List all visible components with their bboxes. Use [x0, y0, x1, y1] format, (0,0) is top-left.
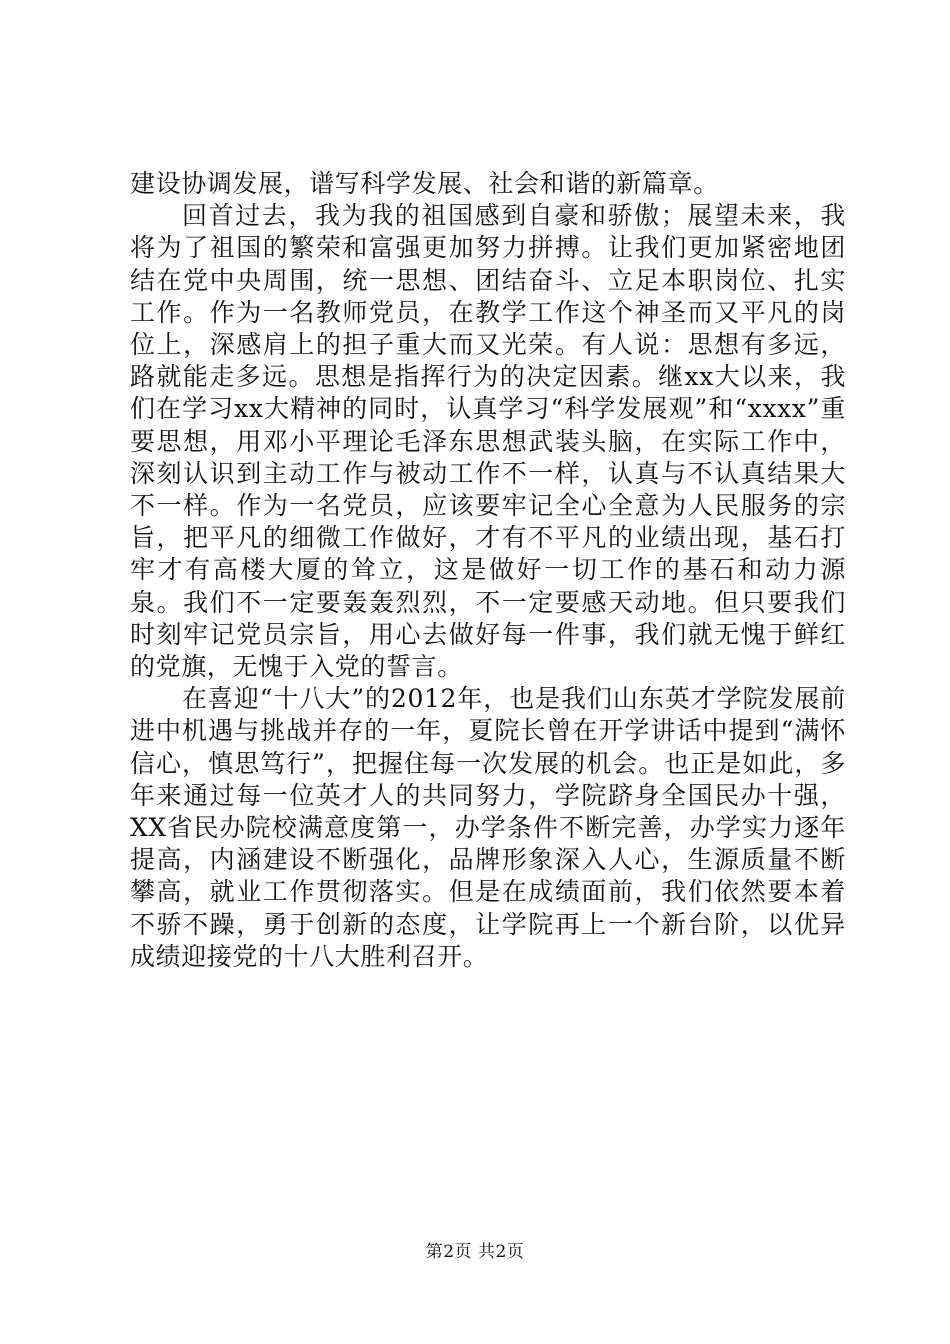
document-body — [130, 168, 846, 973]
paragraph-reflection: 回首过去，我为我的祖国感到自豪和骄傲；展望未来，我将为了祖国的繁荣和富强更加努力拼搏。让我们更加紧密地团结在党中央周围，统一思想、团结奋斗、立足本职岗位、扎实工作。作为一名教师党员，在教学工作这个神圣而又平凡的岗位上，深感肩上的担子重大而又光荣。有人说：思想有多远，路就能走多远。思想是指挥行为的决定因素。继xx大以来，我们在学习xx大精神的同时，认真学习“科学发展观”和“xxxx”重要思想，用邓小平理论毛泽东思想武装头脑，在实际工作中，深刻认识到主动工作与被动工作不一样，认真与不认真结果大不一样。作为一名党员，应该要牢记全心全意为人民服务的宗旨，把平凡的细微工作做好，才有不平凡的业绩出现，基石打牢才有高楼大厦的耸立，这是做好一切工作的基石和动力源泉。我们不一定要轰轰烈烈，不一定要感天动地。但只要我们时刻牢记党员宗旨，用心去做好每一件事，我们就无愧于鲜红的党旗，无愧于入党的誓言。 — [130, 201, 846, 682]
paragraph-continuation: 建设协调发展，谱写科学发展、社会和谐的新篇章。 — [130, 169, 719, 198]
paragraph-college: 在喜迎“十八大”的2012年，也是我们山东英才学院发展前进中机遇与挑战并存的一年，夏院长曾在开学讲话中提到“满怀信心，慎思笃行”，把握住每一次发展的机会。也正是如此，多年来通过每一位英才人的共同努力，学院跻身全国民办十强，XX省民办院校满意度第一，办学条件不断完善，办学实力逐年提高，内涵建设不断强化，品牌形象深入人心，生源质量不断攀高，就业工作贯彻落实。但是在成绩面前，我们依然要本着不骄不躁，勇于创新的态度，让学院再上一个新台阶，以优异成绩迎接党的十八大胜利召开。 — [130, 684, 846, 971]
page-number-footer: 第2页 共2页 — [425, 1242, 525, 1262]
